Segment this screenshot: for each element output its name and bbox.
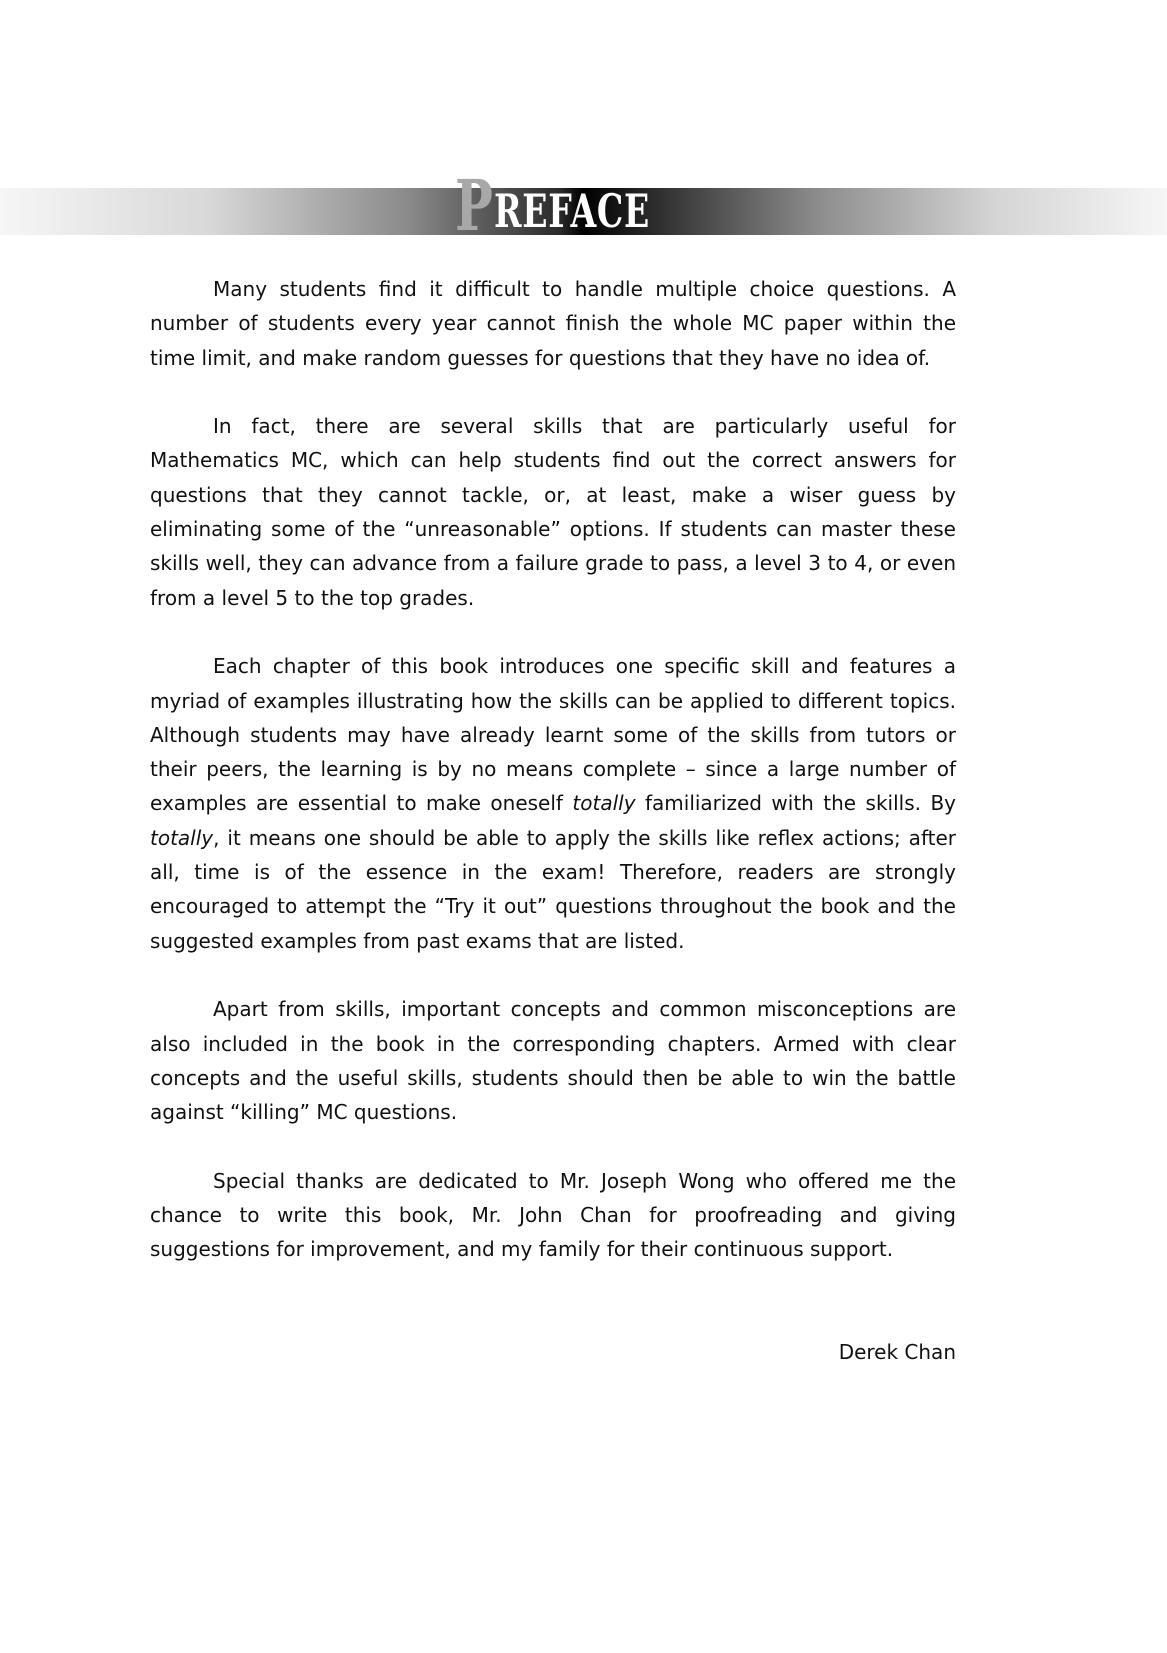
text-run: , it means one should be able to apply the skills like reflex actions; after all, time is of the essence in the exam! Therefore, readers are strongly encouraged to attempt the “Try it out” questions throughout the book and the suggested examples from past exams that are listed. — [150, 825, 956, 953]
page-title — [455, 164, 710, 247]
paragraph: Many students find it difficult to handle multiple choice questions. A number of students every year cannot finish the whole MC paper within the time limit, and make random guesses for questions that they have no idea of. — [150, 277, 956, 370]
preface-body — [150, 272, 956, 1301]
emphasis: totally — [150, 825, 214, 850]
text-run: Each chapter of this book introduces one specific skill and features a myriad of examples illustrating how the skills can be applied to different topics. Although students may have already learnt some of the skills from tutors or their peers, the learning is by no means complete – since a large number of examples are essential to make oneself — [150, 654, 956, 816]
paragraph: Apart from skills, important concepts and common misconceptions are also included in the book in the corresponding chapters. Armed with clear concepts and the useful skills, students should then be able to win the battle against “killing” MC questions. — [150, 997, 956, 1125]
paragraph: Special thanks are dedicated to Mr. Joseph Wong who offered me the chance to write this book, Mr. John Chan for proofreading and giving suggestions for improvement, and my family for their continuous support. — [150, 1168, 956, 1262]
title-initial: P — [455, 164, 493, 247]
text-run: familiarized with the skills. By — [635, 791, 957, 816]
title-rest: REFACE — [493, 184, 650, 238]
paragraph — [150, 649, 956, 958]
emphasis: totally — [572, 791, 636, 816]
author-signature: Derek Chan — [838, 1340, 956, 1364]
paragraph: In fact, there are several skills that are particularly useful for Mathematics MC, which can help students find out the correct answers for questions that they cannot tackle, or, at least, make a wiser guess by eliminating some of the “unreasonable” options. If students can master these skills well, they can advance from a failure grade to pass, a level 3 to 4, or even from a level 5 to the top grades. — [150, 414, 956, 610]
